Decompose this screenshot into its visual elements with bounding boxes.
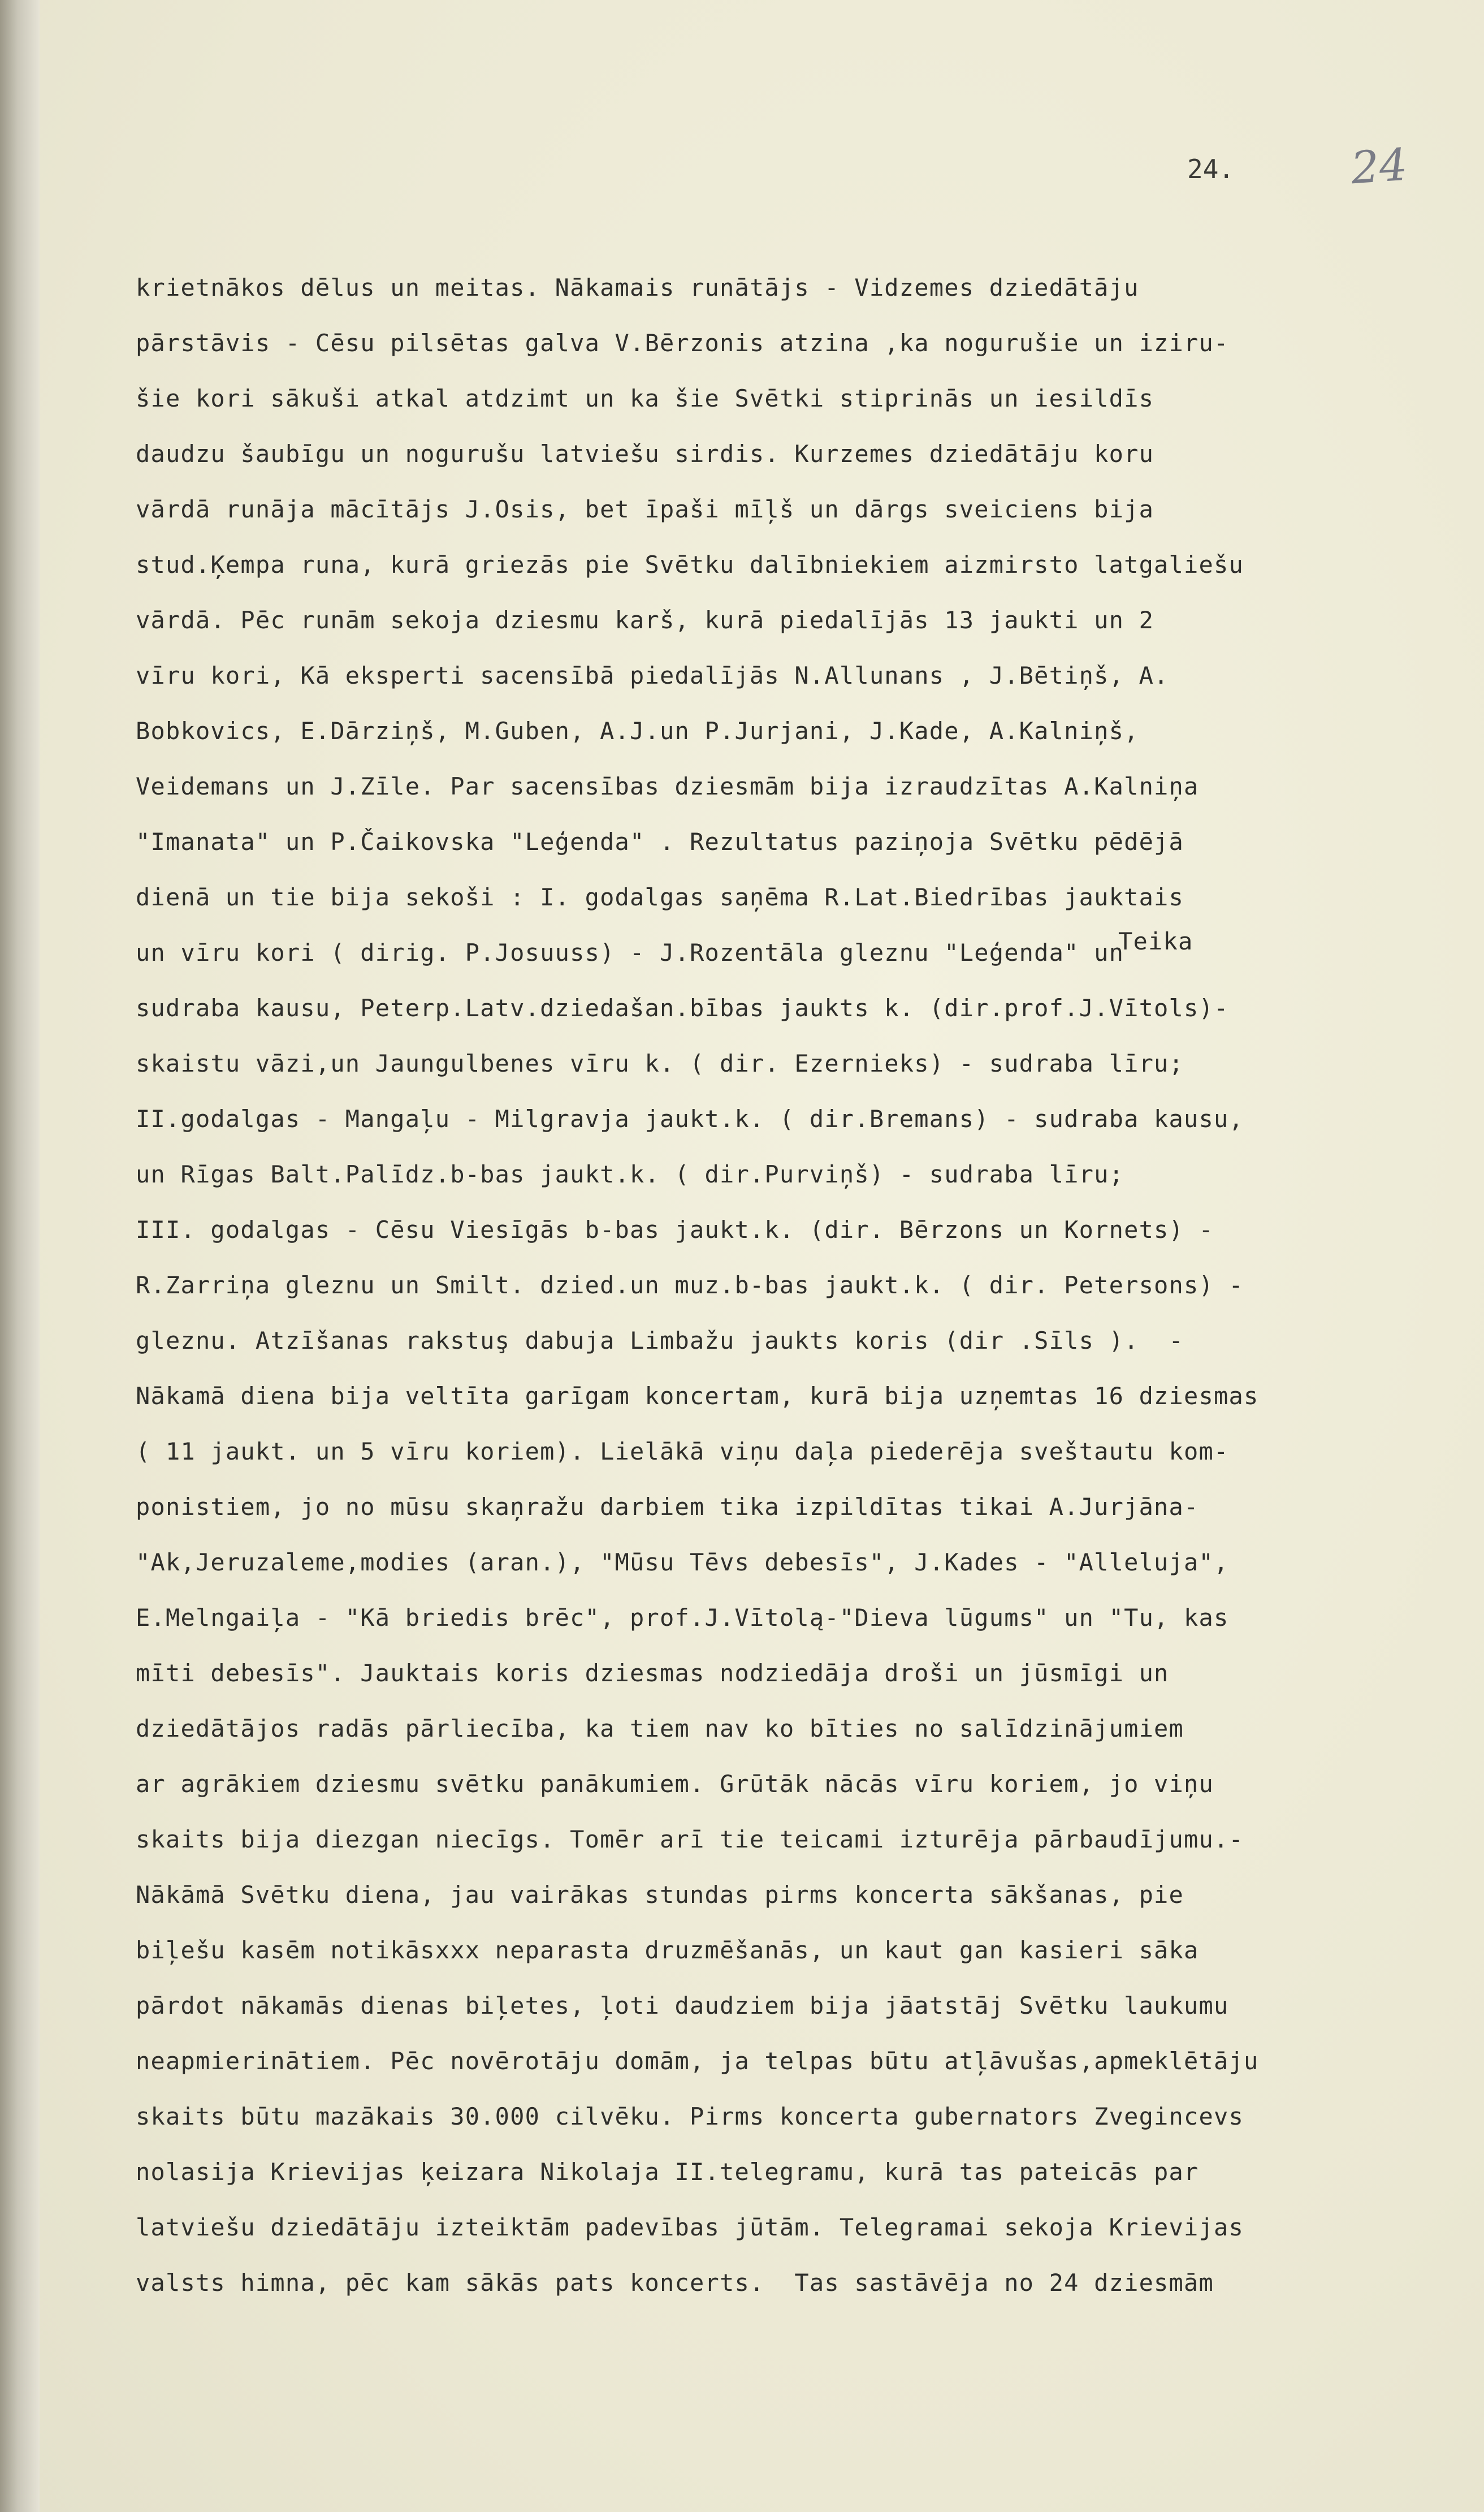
text-line: ( 11 jaukt. un 5 vīru koriem). Lielākā viņu daļa piederēja sveštautu kom- [136, 1438, 1229, 1465]
binding-edge [0, 0, 41, 2512]
text-line: E.Melngaiļa - "Kā briedis brēc", prof.J.Vītolą-"Dieva lūgums" un "Tu, kas [136, 1604, 1229, 1631]
text-line: pārdot nākamās dienas biļetes, ļoti daudziem bija jāatstāj Svētku laukumu [136, 1992, 1229, 2019]
text-line: nolasija Krievijas ķeizara Nikolaja II.telegramu, kurā tas pateicās par [136, 2158, 1199, 2186]
text-line: ar agrākiem dziesmu svētku panākumiem. Grūtāk nācās vīru koriem, jo viņu [136, 1770, 1214, 1798]
document-page [40, 0, 1484, 2512]
text-line: valsts himna, pēc kam sākās pats koncerts. Tas sastāvēja no 24 dziesmām [136, 2269, 1214, 2297]
text-line: stud.Ķempa runa, kurā griezās pie Svētku dalībniekiem aizmirsto latgaliešu [136, 551, 1244, 579]
text-line: daudzu šaubīgu un nogurušu latviešu sirdis. Kurzemes dziedātāju koru [136, 440, 1154, 468]
text-line: vārdā. Pēc runām sekoja dziesmu karš, kurā piedalījās 13 jaukti un 2 [136, 606, 1154, 634]
text-line: skaits būtu mazākais 30.000 cilvēku. Pirms koncerta gubernators Zvegincevs [136, 2103, 1244, 2130]
text-line: vārdā runāja mācītājs J.Osis, bet īpaši mīļš un dārgs sveiciens bija [136, 495, 1154, 523]
text-line: pārstāvis - Cēsu pilsētas galva V.Bērzonis atzina ,ka nogurušie un iziru- [136, 329, 1229, 357]
text-line: un vīru kori ( dirig. P.Josuuss) - J.Rozentāla gleznu "Leģenda" un [136, 939, 1124, 966]
text-line: skaistu vāzi,un Jaungulbenes vīru k. ( dir. Ezernieks) - sudraba līru; [136, 1050, 1184, 1077]
page-number: 24. [1187, 154, 1235, 184]
text-line: biļešu kasēm notikāsxxx neparasta druzmēšanās, un kaut gan kasieri sāka [136, 1936, 1199, 1964]
text-line: gleznu. Atzīšanas rakstuş dabuja Limbažu jaukts koris (dir .Sīls ). - [136, 1327, 1184, 1354]
text-line: vīru kori, Kā eksperti sacensībā piedalījās N.Allunans , J.Bētiņš, A. [136, 662, 1169, 689]
text-line: "Ak,Jeruzaleme,modies (aran.), "Mūsu Tēvs debesīs", J.Kades - "Alleluja", [136, 1548, 1229, 1576]
text-line: Veidemans un J.Zīle. Par sacensības dziesmām bija izraudzītas A.Kalniņa [136, 772, 1199, 800]
text-line: II.godalgas - Mangaļu - Milgravja jaukt.k. ( dir.Bremans) - sudraba kausu, [136, 1105, 1244, 1133]
text-line: dziedātājos radās pārliecība, ka tiem nav ko bīties no salīdzinājumiem [136, 1715, 1184, 1742]
text-line: latviešu dziedātāju izteiktām padevības jūtām. Telegramai sekoja Krievijas [136, 2213, 1244, 2241]
text-line: dienā un tie bija sekoši : I. godalgas saņēma R.Lat.Biedrības jauktais [136, 883, 1184, 911]
text-line: un Rīgas Balt.Palīdz.b-bas jaukt.k. ( dir.Purviņš) - sudraba līru; [136, 1160, 1124, 1188]
folio-stamp: 24 [1349, 139, 1409, 195]
text-line: Nākāmā Svētku diena, jau vairākas stundas pirms koncerta sākšanas, pie [136, 1881, 1184, 1909]
text-line: skaits bija diezgan niecīgs. Tomēr arī tie teicami izturēja pārbaudījumu.- [136, 1825, 1244, 1853]
text-line: neapmierinātiem. Pēc novērotāju domām, ja telpas būtu atļāvušas,apmeklētāju [136, 2047, 1259, 2075]
typewritten-text [136, 260, 1436, 2311]
text-line: ponistiem, jo no mūsu skaņražu darbiem tika izpildītas tikai A.Jurjāna- [136, 1493, 1199, 1521]
text-line: "Imanata" un P.Čaikovska "Leģenda" . Rezultatus paziņoja Svētku pēdējā [136, 828, 1184, 856]
text-line: III. godalgas - Cēsu Viesīgās b-bas jaukt.k. (dir. Bērzons un Kornets) - [136, 1216, 1214, 1244]
text-line: Bobkovics, E.Dārziņš, M.Guben, A.J.un P.Jurjani, J.Kade, A.Kalniņš, [136, 717, 1139, 745]
text-line: mīti debesīs". Jauktais koris dziesmas nodziedāja droši un jūsmīgi un [136, 1659, 1169, 1687]
interlinear-note: Teika [1118, 927, 1193, 955]
text-line: krietnākos dēlus un meitas. Nākamais runātājs - Vidzemes dziedātāju [136, 274, 1139, 301]
text-line: Nākamā diena bija veltīta garīgam koncertam, kurā bija uzņemtas 16 dziesmas [136, 1382, 1259, 1410]
text-line: šie kori sākuši atkal atdzimt un ka šie Svētki stiprinās un iesildīs [136, 385, 1154, 412]
text-line: R.Zarriņa gleznu un Smilt. dzied.un muz.b-bas jaukt.k. ( dir. Petersons) - [136, 1271, 1244, 1299]
text-line: sudraba kausu, Peterp.Latv.dziedašan.bības jaukts k. (dir.prof.J.Vītols)- [136, 994, 1229, 1022]
